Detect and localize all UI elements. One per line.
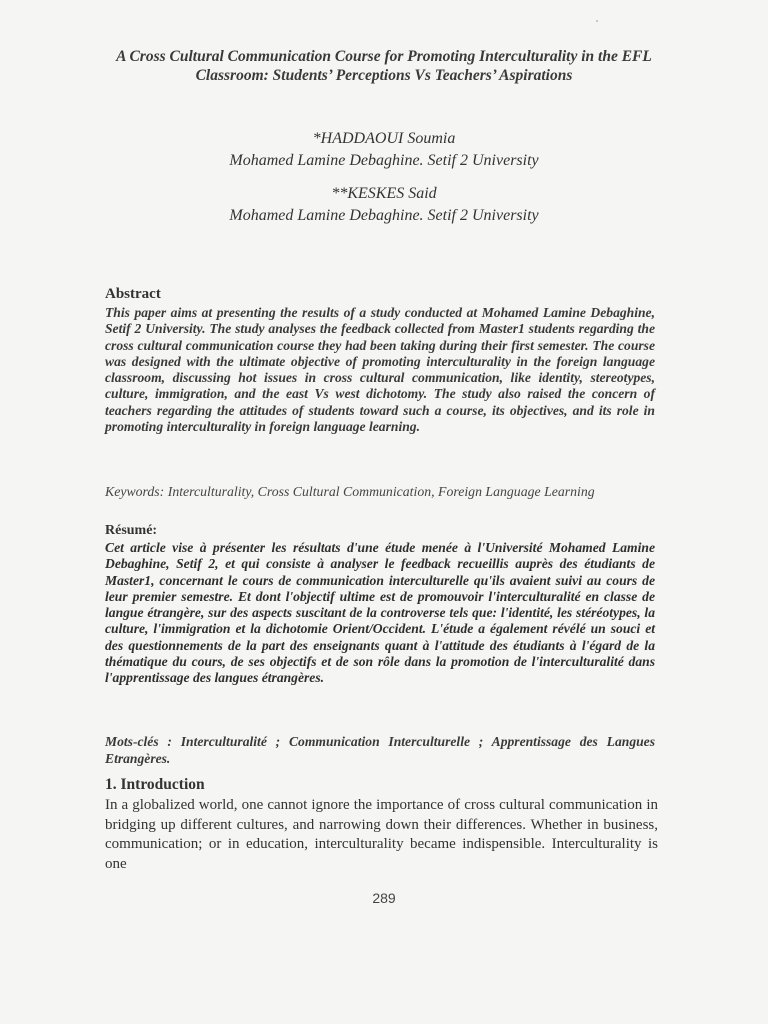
abstract-heading: Abstract xyxy=(105,286,161,302)
author-name: *HADDAOUI Soumia xyxy=(312,130,456,147)
author-block-2 xyxy=(100,183,668,227)
author-name: **KESKES Said xyxy=(331,185,437,202)
abstract-text: This paper aims at presenting the results of a study conducted at Mohamed Lamine Debaghine, Setif 2 University. The study analyses the feedback collected from Master1 students regarding the cross cultural communication course they had been taking during their first semester. The course was designed with the ultimate objective of promoting interculturality in the foreign language classroom, discussing hot issues in cross cultural communication, like identity, stereotypes, culture, immigration, and the east Vs west dichotomy. The study also raised the concern of teachers regarding the attitudes of students toward such a course, its objectives, and its role in promoting interculturality in foreign language learning. xyxy=(105,305,655,435)
resume-text: Cet article vise à présenter les résultats d'une étude menée à l'Université Mohamed Lamine Debaghine, Setif 2, et qui consiste à analyser le feedback recueillis auprès des étudiants de Master1, concernant le cours de communication interculturelle qu'ils avaient suivi au cours de leur premier semestre. Et dont l'objectif ultime est de promouvoir l'interculturalité en classe de langue étrangère, sur des aspects suscitant de la controverse tels que: l'identité, les stéréotypes, la culture, l'immigration et la dichotomie Orient/Occident. L'étude a également révélé un souci et des questionnements de la part des enseignants quant à l'attitude des étudiants à l'égard de la thématique du cours, de ses objectifs et de son rôle dans la promotion de l'interculturalité dans l'apprentissage des langues étrangères. xyxy=(105,540,655,686)
resume-heading: Résumé: xyxy=(105,523,158,538)
paper-title: A Cross Cultural Communication Course for Promoting Interculturality in the EFL Classroom: Students’ Perceptions Vs Teachers’ Aspirations xyxy=(116,48,652,84)
author-block-1 xyxy=(100,128,668,172)
introduction-text: In a globalized world, one cannot ignore the importance of cross cultural communication in bridging up different cultures, and narrowing down their differences. Whether in business, communication; or in education, interculturality became indispensible. Interculturality is one xyxy=(105,797,658,872)
author-affiliation: Mohamed Lamine Debaghine. Setif 2 University xyxy=(229,152,539,169)
scan-speck xyxy=(596,20,598,22)
page-number: 289 xyxy=(372,890,396,906)
introduction-heading: 1. Introduction xyxy=(105,776,205,793)
keywords: Keywords: Interculturality, Cross Cultural Communication, Foreign Language Learning xyxy=(105,484,595,499)
mots-cles: Mots-clés : Interculturalité ; Communication Interculturelle ; Apprentissage des Langues Etrangères. xyxy=(105,734,655,766)
author-affiliation: Mohamed Lamine Debaghine. Setif 2 University xyxy=(229,207,539,224)
